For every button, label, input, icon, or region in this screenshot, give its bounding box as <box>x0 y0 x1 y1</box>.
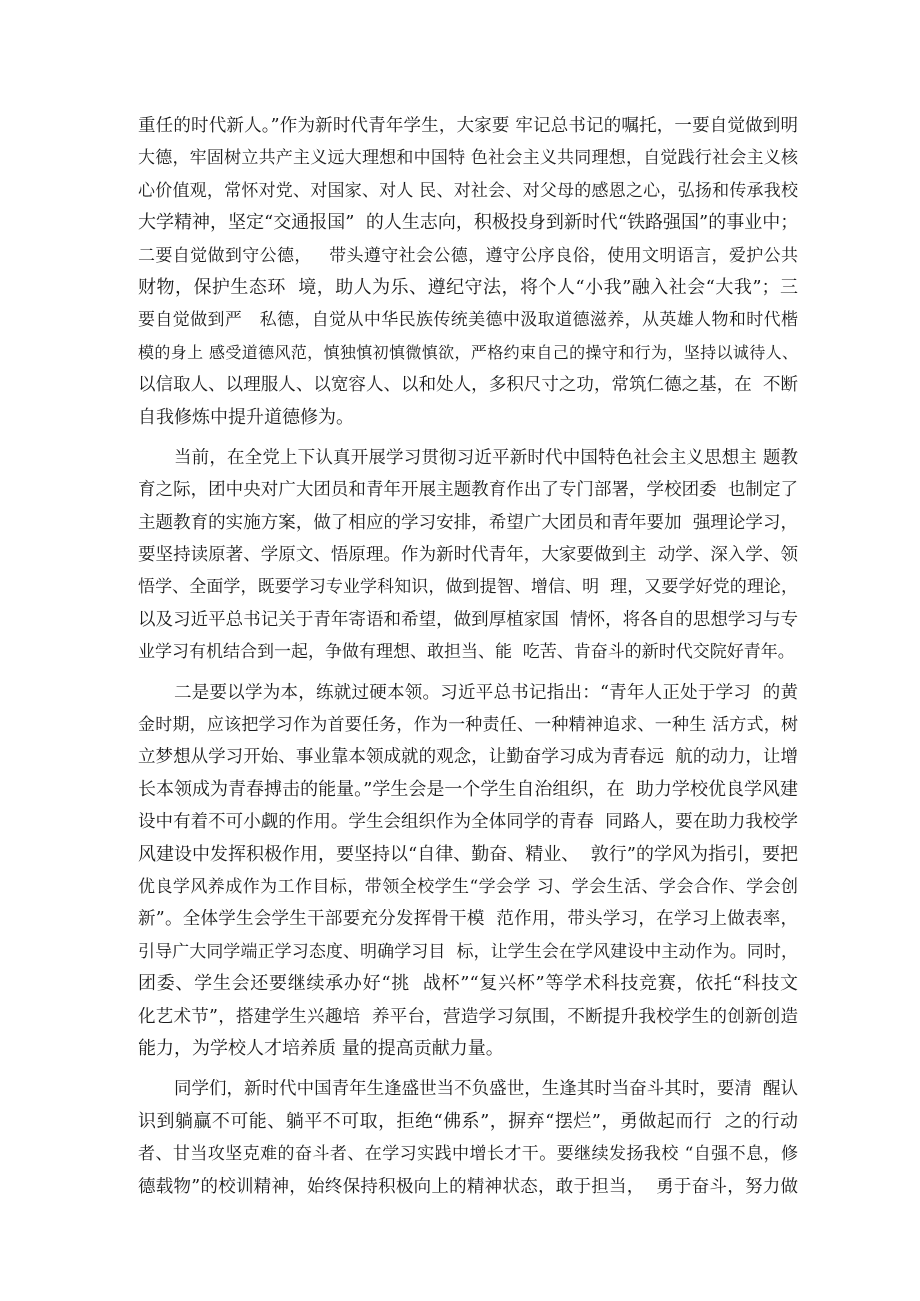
text-line: 引导广大同学端正学习态度、明确学习目 标，让学生会在学风建设中主动作为。同时， <box>138 941 798 962</box>
text-line: 优良学风养成作为工作目标，带领全校学生“学会学 习、学会生活、学会合作、学会创 <box>138 876 798 897</box>
paragraph-2 <box>138 442 798 669</box>
text-line: 业学习有机结合到一起，争做有理想、敢担当、能 吃苦、肯奋斗的新时代交院好青年。 <box>138 642 795 663</box>
text-line: 识到躺赢不可能、躺平不可取，拒绝“佛系”，摒弃“摆烂”，勇做起而行 之的行动 <box>138 1110 798 1132</box>
text-line: 设中有着不可小觑的作用。学生会组织作为全体同学的青春 同路人，要在助力我校学 <box>138 812 798 833</box>
text-line: 团委、学生会还要继续承办好“挑 战杯”“复兴杯”等学术科技竞赛，依托“科技文 <box>138 973 798 995</box>
text-line: 者、甘当攻坚克难的奋斗者、在学习实践中增长才干。要继续发扬我校 “自强不息，修 <box>138 1144 798 1165</box>
text-line: 模的身上 感受道德风范，慎独慎初慎微慎欲，严格约束自己的操守和行为，坚持以诚待人、 <box>138 342 798 362</box>
text-line: 当前，在全党上下认真开展学习贯彻习近平新时代中国特色社会主义思想主 题教 <box>174 447 798 468</box>
text-line: 要坚持读原著、学原文、悟原理。作为新时代青年，大家要做到主 动学、深入学、领 <box>138 545 798 566</box>
text-line: 化艺术节”，搭建学生兴趣培 养平台，营造学习氛围，不断提升我校学生的创新创造 <box>138 1006 798 1027</box>
text-line: 以及习近平总书记关于青年寄语和希望，做到厚植家国 情怀，将各自的思想学习与专 <box>138 609 798 630</box>
text-line: 育之际，团中央对广大团员和青年开展主题教育作出了专门部署，学校团委 也制定了 <box>138 480 798 501</box>
text-line: 大学精神，坚定“交通报国” 的人生志向，积极投身到新时代“铁路强国”的事业中； <box>138 212 798 234</box>
text-line: 金时期，应该把学习作为首要任务，作为一种责任、一种精神追求、一种生 活方式，树 <box>138 715 798 736</box>
text-line: 大德，牢固树立共产主义远大理想和中国特 色社会主义共同理想，自觉践行社会主义核 <box>138 148 798 169</box>
text-line: 主题教育的实施方案，做了相应的学习安排，希望广大团员和青年要加 强理论学习， <box>138 512 798 533</box>
paragraph-1 <box>138 110 798 434</box>
text-line: 德载物”的校训精神，始终保持积极向上的精神状态，敢于担当， 勇于奋斗，努力做 <box>138 1176 798 1197</box>
text-line: 心价值观，常怀对党、对国家、对人 民、对社会、对父母的感恩之心，弘扬和传承我校 <box>138 180 798 201</box>
text-line: 要自觉做到严 私德，自觉从中华民族传统美德中汲取道德滋养，从英雄人物和时代楷 <box>138 310 798 331</box>
text-line: 立梦想从学习开始、事业靠本领成就的观念，让勤奋学习成为青春远 航的动力，让增 <box>138 747 798 768</box>
text-line: 财物，保护生态环 境，助人为乐、遵纪守法，将个人“小我”融入社会“大我”；三 <box>138 276 798 298</box>
text-line: 二要自觉做到守公德， 带头遵守社会公德，遵守公序良俗，使用文明语言，爱护公共 <box>138 245 798 266</box>
text-line: 悟学、全面学，既要学习专业学科知识，做到提智、增信、明 理，又要学好党的理论， <box>138 577 798 598</box>
text-line: 重任的时代新人。”作为新时代青年学生，大家要 牢记总书记的嘱托，一要自觉做到明 <box>138 116 798 136</box>
document-page <box>138 110 798 1203</box>
text-line: 自我修炼中提升道德修为。 <box>138 406 354 428</box>
paragraph-3 <box>138 677 798 1066</box>
text-line: 同学们，新时代中国青年生逢盛世当不负盛世，生逢其时当奋斗其时，要清 醒认 <box>174 1079 798 1100</box>
text-line: 长本领成为青春搏击的能量。”学生会是一个学生自治组织，在 助力学校优良学风建 <box>138 778 798 800</box>
text-line: 以信取人、以理服人、以宽容人、以和处人，多积尺寸之功，常筑仁德之基，在 不断 <box>138 375 798 396</box>
text-line: 二是要以学为本，练就过硬本领。习近平总书记指出：“青年人正处于学习 的黄 <box>174 682 798 703</box>
text-line: 新”。全体学生会学生干部要充分发挥骨干模 范作用，带头学习，在学习上做表率， <box>138 909 798 930</box>
paragraph-4 <box>138 1073 798 1203</box>
text-line: 风建设中发挥积极作用，要坚持以“自律、勤奋、精业、 敦行”的学风为指引，要把 <box>138 843 798 865</box>
text-line: 能力，为学校人才培养质 量的提高贡献力量。 <box>138 1037 504 1059</box>
